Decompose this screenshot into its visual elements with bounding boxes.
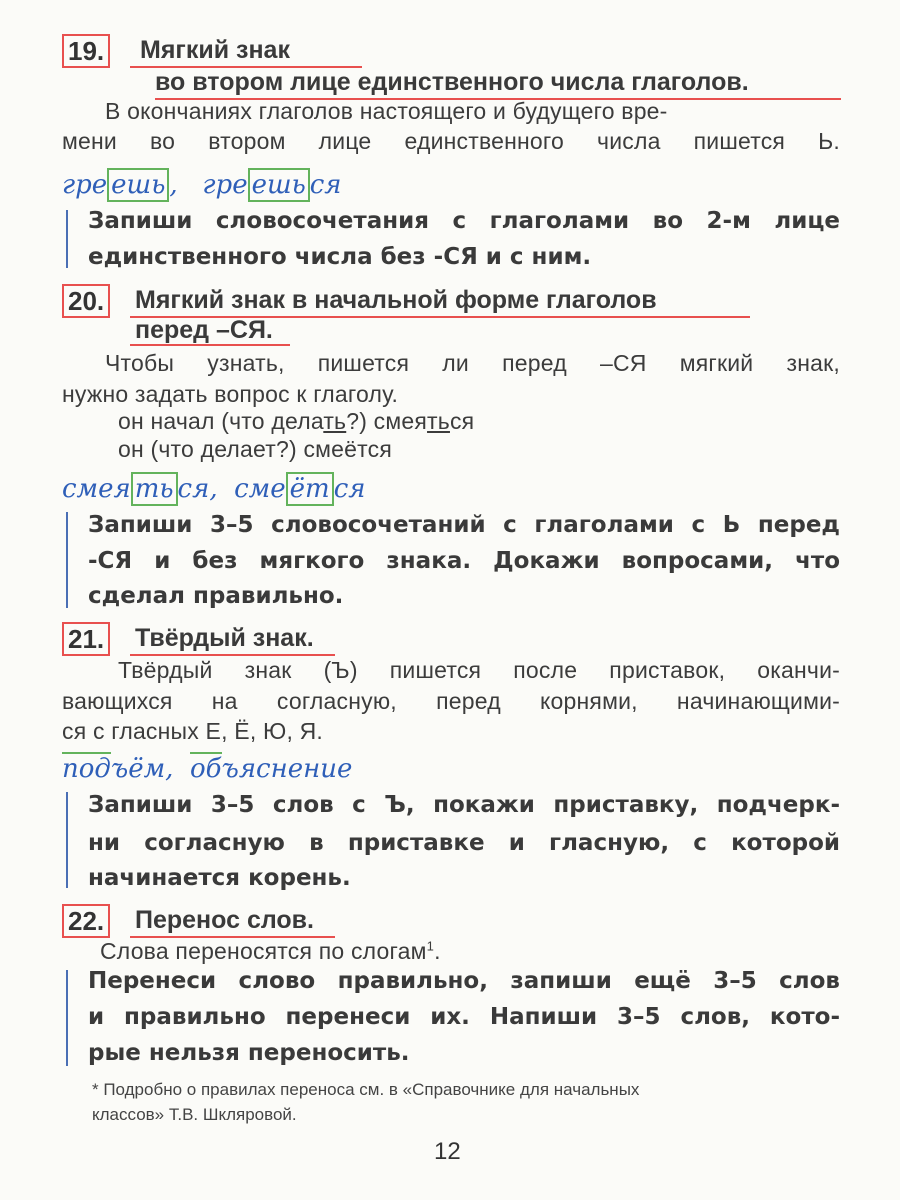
section-number: 20. <box>62 284 110 318</box>
section-title: во втором лице единственного числа глаголов. <box>155 68 749 96</box>
rule-text: вающихся на согласную, перед корнями, начинающими- <box>62 688 840 714</box>
section-title: Мягкий знак в начальной форме глаголов <box>135 286 657 314</box>
task-text: Запиши 3–5 словосочетаний с глаголами с Ь перед <box>88 512 840 538</box>
example-words: смея ть ся, сме ёт ся <box>62 474 366 504</box>
task-text: сделал правильно. <box>88 583 344 609</box>
rule-text: Чтобы узнать, пишется ли перед –СЯ мягкий знак, <box>105 350 840 376</box>
section-title: Твёрдый знак. <box>135 624 314 652</box>
task-text: ни согласную в приставке и гласную, с которой <box>88 830 840 856</box>
rule-text: Твёрдый знак (Ъ) пишется после приставок, оканчи- <box>118 657 840 683</box>
task-text: рые нельзя переносить. <box>88 1040 410 1066</box>
task-text: и правильно перенеси их. Напиши 3–5 слов, кото- <box>88 1004 840 1030</box>
section-title: Перенос слов. <box>135 906 314 934</box>
task-text: единственного числа без -СЯ и с ним. <box>88 244 592 270</box>
rule-text: В окончаниях глаголов настоящего и будущего вре- <box>105 98 668 124</box>
rule-text: ся с гласных Е, Ё, Ю, Я. <box>62 718 324 744</box>
footnote: * Подробно о правилах переноса см. в «Справочнике для начальных <box>92 1080 640 1099</box>
rule-text: Слова переносятся по слогам$^1$. <box>100 938 441 964</box>
section-number: 22. <box>62 904 110 938</box>
example-words: гре ешь , гре ешь ся <box>62 170 342 200</box>
example-line: он (что делает?) смеётся <box>118 436 392 462</box>
section-title: перед –СЯ. <box>135 316 273 344</box>
task-text: Перенеси слово правильно, запиши ещё 3–5 слов <box>88 968 840 994</box>
task-text: -СЯ и без мягкого знака. Докажи вопросами, что <box>88 548 840 574</box>
example-words: подъём, объяснение <box>62 754 353 784</box>
section-title: Мягкий знак <box>140 36 290 64</box>
page-number: 12 <box>434 1138 461 1165</box>
section-number: 19. <box>62 34 110 68</box>
rule-text: мени во втором лице единственного числа пишется Ь. <box>62 128 840 154</box>
footnote: классов» Т.В. Шкляровой. <box>92 1105 297 1124</box>
rule-text: нужно задать вопрос к глаголу. <box>62 381 399 407</box>
task-text: начинается корень. <box>88 865 351 891</box>
section-number: 21. <box>62 622 110 656</box>
task-text: Запиши словосочетания с глаголами во 2-м лице <box>88 208 840 234</box>
example-line: он начал (что делать?) смеяться <box>118 408 475 434</box>
task-text: Запиши 3–5 слов с Ъ, покажи приставку, подчерк- <box>88 792 840 818</box>
